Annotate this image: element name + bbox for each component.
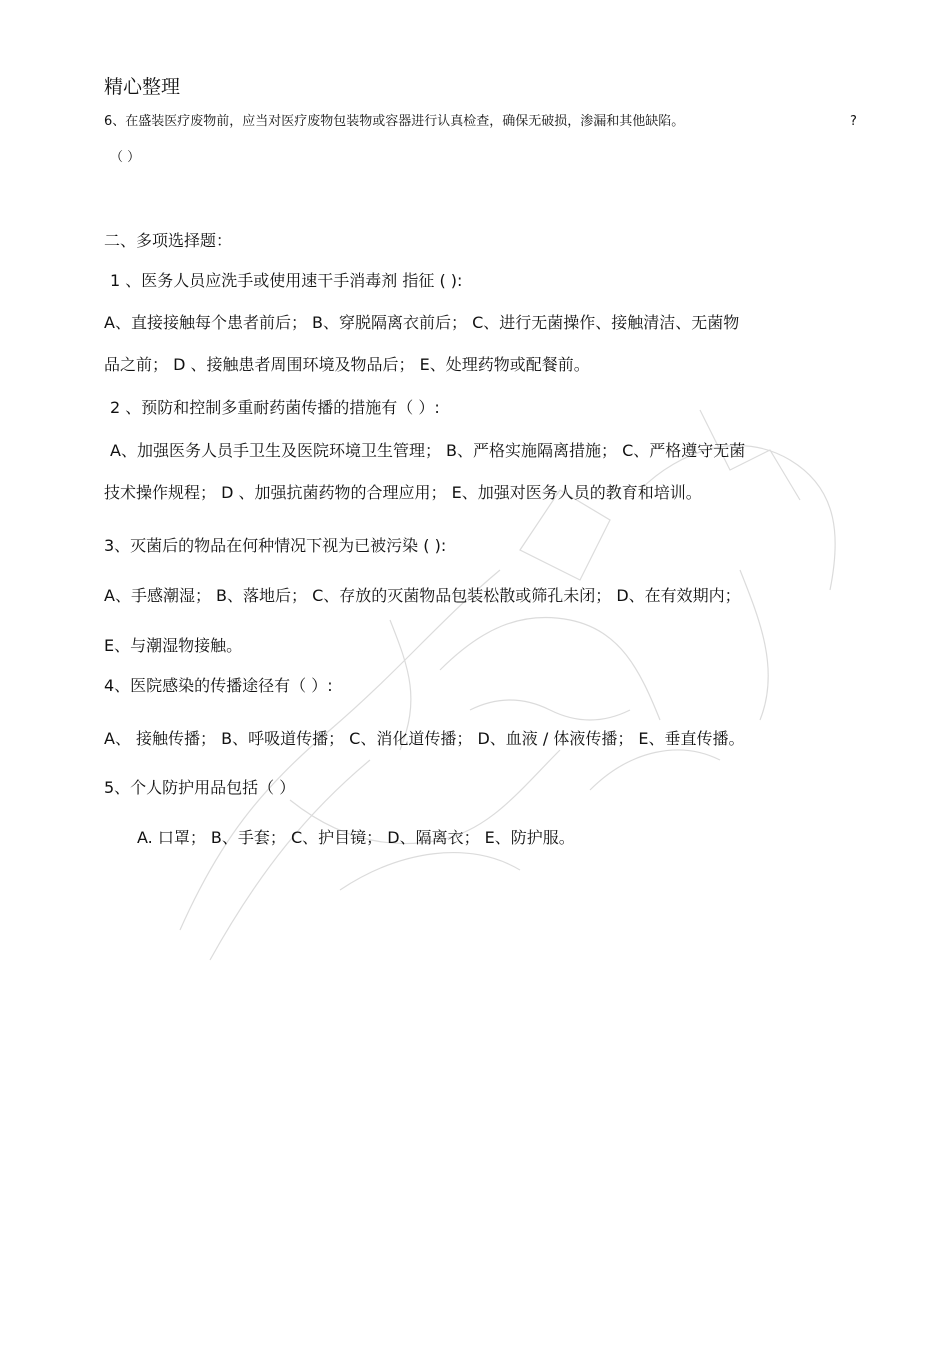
question-6-text: 6、在盛装医疗废物前，应当对医疗废物包装物或容器进行认真检查，确保无破损，渗漏和其他缺陷。 <box>104 114 685 129</box>
question-6-answer: （ ） <box>110 150 141 165</box>
question-4-options: A、 接触传播； B、呼吸道传播； C、消化道传播； D、血液 / 体液传播； E、垂直传播。 <box>104 729 745 748</box>
question-4-stem: 4、医院感染的传播途径有（ ）: <box>104 676 333 695</box>
question-6-mark: ? <box>850 114 857 129</box>
section-title: 二、多项选择题： <box>104 231 233 250</box>
question-3-options-line-2: E、与潮湿物接触。 <box>104 636 243 655</box>
question-1-options-line-1: A、直接接触每个患者前后； B、穿脱隔离衣前后； C、进行无菌操作、接触清洁、无菌物 <box>104 313 740 332</box>
question-5-stem: 5、个人防护用品包括（ ） <box>104 778 296 797</box>
question-5-options: A. 口罩； B、手套； C、护目镜； D、隔离衣； E、防护服。 <box>137 828 575 847</box>
question-2-options-line-2: 技术操作规程； D 、加强抗菌药物的合理应用； E、加强对医务人员的教育和培训。 <box>104 483 702 502</box>
question-3-options-line-1: A、手感潮湿； B、落地后； C、存放的灭菌物品包装松散或筛孔未闭； D、在有效期内； <box>104 586 741 605</box>
question-1-stem: 1 、医务人员应洗手或使用速干手消毒剂 指征 ( ): <box>110 271 463 290</box>
question-3-stem: 3、灭菌后的物品在何种情况下视为已被污染 ( ): <box>104 536 447 555</box>
question-1-options-line-2: 品之前； D 、接触患者周围环境及物品后； E、处理药物或配餐前。 <box>104 355 590 374</box>
question-2-options-line-1: A、加强医务人员手卫生及医院环境卫生管理； B、严格实施隔离措施； C、严格遵守无菌 <box>110 441 746 460</box>
question-2-stem: 2 、预防和控制多重耐药菌传播的措施有（ ）: <box>110 398 440 417</box>
page-title: 精心整理 <box>104 76 181 98</box>
